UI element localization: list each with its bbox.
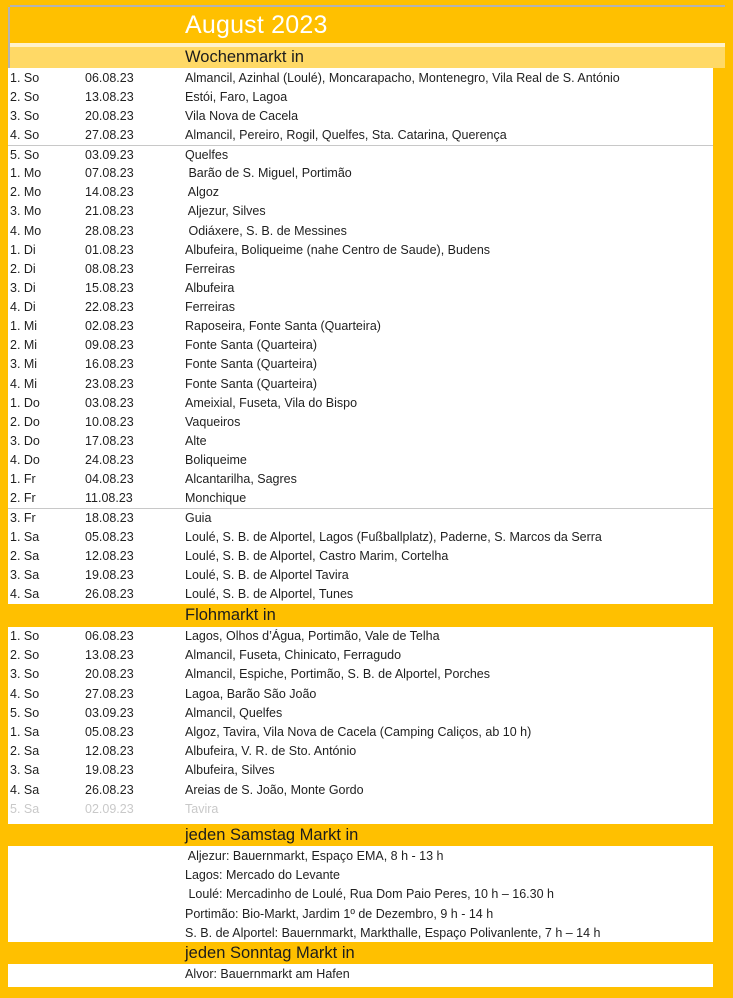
wochenmarkt-table (8, 68, 713, 604)
table-row (8, 546, 713, 565)
date-cell: 13.08.23 (85, 648, 134, 663)
table-row (8, 431, 713, 450)
day-cell: 3. Sa (10, 763, 40, 778)
date-cell: 26.08.23 (85, 782, 134, 797)
date-cell: 02.09.23 (85, 801, 134, 816)
day-cell: 1. Sa (10, 725, 40, 740)
day-cell: 4. Do (10, 453, 40, 468)
date-cell: 03.09.23 (85, 147, 134, 162)
locations-cell: Boliqueime (185, 453, 247, 468)
day-cell: 3. Fr (10, 510, 36, 525)
date-cell: 03.08.23 (85, 395, 134, 410)
locations-cell: Guia (185, 510, 212, 525)
day-cell: 4. Mo (10, 223, 42, 238)
table-row (8, 470, 713, 489)
table-row (8, 761, 713, 780)
date-cell: 27.08.23 (85, 686, 134, 701)
locations-cell: Portimão: Bio-Markt, Jardim 1º de Dezembro, 9 h - 14 h (185, 906, 494, 921)
table-row (8, 565, 713, 584)
day-cell: 3. Di (10, 280, 36, 295)
locations-cell: S. B. de Alportel: Bauernmarkt, Markthalle, Espaço Polivanlente, 7 h – 14 h (185, 925, 601, 940)
day-cell: 1. So (10, 70, 40, 85)
day-cell: 4. Mi (10, 376, 38, 391)
locations-cell: Monchique (185, 491, 247, 506)
date-cell: 15.08.23 (85, 280, 134, 295)
day-cell: 2. Mo (10, 185, 42, 200)
day-cell: 4. Di (10, 300, 36, 315)
locations-cell: Loulé: Mercadinho de Loulé, Rua Dom Paio Peres, 10 h – 16.30 h (185, 887, 554, 902)
locations-cell: Algoz (185, 185, 220, 200)
locations-cell: Lagos, Olhos d’Água, Portimão, Vale de Telha (185, 629, 440, 644)
locations-cell: Loulé, S. B. de Alportel Tavira (185, 567, 349, 582)
table-row (8, 703, 713, 722)
date-cell: 02.08.23 (85, 319, 134, 334)
locations-cell: Almancil, Azinhal (Loulé), Moncarapacho, Montenegro, Vila Real de S. António (185, 70, 620, 85)
date-cell: 10.08.23 (85, 414, 134, 429)
day-cell: 1. Mi (10, 319, 38, 334)
day-cell: 1. Sa (10, 529, 40, 544)
table-row (8, 885, 713, 904)
day-cell: 2. So (10, 89, 40, 104)
date-cell: 23.08.23 (85, 376, 134, 391)
date-cell: 22.08.23 (85, 300, 134, 315)
locations-cell: Aljezur, Silves (185, 204, 266, 219)
locations-cell: Loulé, S. B. de Alportel, Castro Marim, Cortelha (185, 548, 449, 563)
day-cell: 1. Fr (10, 472, 36, 487)
market-calendar-page (8, 5, 725, 987)
locations-cell: Quelfes (185, 147, 229, 162)
date-cell: 05.08.23 (85, 725, 134, 740)
table-row (8, 317, 713, 336)
date-cell: 08.08.23 (85, 261, 134, 276)
locations-cell: Raposeira, Fonte Santa (Quarteira) (185, 319, 381, 334)
table-row (8, 221, 713, 240)
date-cell: 04.08.23 (85, 472, 134, 487)
section-header-jeden-samstag (8, 824, 725, 846)
day-cell: 2. Fr (10, 491, 36, 506)
table-row (8, 846, 713, 865)
locations-cell: Ferreiras (185, 261, 236, 276)
day-cell: 4. Sa (10, 586, 40, 601)
table-row (8, 259, 713, 278)
locations-cell: Alvor: Bauernmarkt am Hafen (185, 966, 350, 981)
locations-cell: Fonte Santa (Quarteira) (185, 357, 318, 372)
table-row (8, 665, 713, 684)
locations-cell: Albufeira, V. R. de Sto. António (185, 744, 357, 759)
date-cell: 05.08.23 (85, 529, 134, 544)
locations-cell: Areias de S. João, Monte Gordo (185, 782, 364, 797)
locations-cell: Almancil, Espiche, Portimão, S. B. de Alportel, Porches (185, 667, 490, 682)
locations-cell: Odiáxere, S. B. de Messines (185, 223, 347, 238)
day-cell: 5. So (10, 147, 40, 162)
locations-cell: Almancil, Fuseta, Chinicato, Ferragudo (185, 648, 402, 663)
table-row (8, 964, 713, 983)
section-header-label: Wochenmarkt in (185, 48, 304, 66)
date-cell: 21.08.23 (85, 204, 134, 219)
table-row (8, 183, 713, 202)
section-header-label: Flohmarkt in (185, 605, 276, 624)
table-row (8, 68, 713, 87)
section-header-wochenmarkt (8, 47, 725, 68)
flohmarkt-table (8, 627, 713, 819)
locations-cell: Fonte Santa (Quarteira) (185, 338, 318, 353)
locations-cell: Albufeira (185, 280, 235, 295)
date-cell: 06.08.23 (85, 70, 134, 85)
table-row (8, 106, 713, 125)
locations-cell: Ferreiras (185, 300, 236, 315)
locations-cell: Vaqueiros (185, 414, 241, 429)
section-header-label: jeden Sonntag Markt in (185, 943, 355, 962)
day-cell: 1. Di (10, 242, 36, 257)
table-row (8, 584, 713, 603)
table-row (8, 451, 713, 470)
locations-cell: Loulé, S. B. de Alportel, Lagos (Fußballplatz), Paderne, S. Marcos da Serra (185, 529, 602, 544)
table-row (8, 125, 713, 144)
section-header-flohmarkt (8, 604, 725, 627)
day-cell: 4. Sa (10, 782, 40, 797)
table-row (8, 145, 713, 164)
locations-cell: Barão de S. Miguel, Portimão (185, 166, 352, 181)
day-cell: 2. Di (10, 261, 36, 276)
locations-cell: Almancil, Pereiro, Rogil, Quelfes, Sta. Catarina, Querença (185, 127, 507, 142)
date-cell: 18.08.23 (85, 510, 134, 525)
day-cell: 2. Sa (10, 744, 40, 759)
locations-cell: Albufeira, Silves (185, 763, 275, 778)
left-divider-line (8, 7, 10, 68)
table-row (8, 298, 713, 317)
date-cell: 20.08.23 (85, 108, 134, 123)
table-row (8, 684, 713, 703)
date-cell: 20.08.23 (85, 667, 134, 682)
table-row (8, 742, 713, 761)
day-cell: 2. Mi (10, 338, 38, 353)
table-row (8, 799, 713, 818)
table-row (8, 627, 713, 646)
page-title: August 2023 (185, 10, 328, 39)
day-cell: 4. So (10, 686, 40, 701)
date-cell: 16.08.23 (85, 357, 134, 372)
date-cell: 24.08.23 (85, 453, 134, 468)
locations-cell: Alcantarilha, Sagres (185, 472, 297, 487)
locations-cell: Almancil, Quelfes (185, 705, 283, 720)
table-row (8, 278, 713, 297)
locations-cell: Lagoa, Barão São João (185, 686, 317, 701)
day-cell: 1. Mo (10, 166, 42, 181)
date-cell: 28.08.23 (85, 223, 134, 238)
table-row (8, 489, 713, 508)
date-cell: 17.08.23 (85, 433, 134, 448)
table-row (8, 923, 713, 942)
locations-cell: Algoz, Tavira, Vila Nova de Cacela (Camping Caliços, ab 10 h) (185, 725, 532, 740)
table-row (8, 336, 713, 355)
day-cell: 2. So (10, 648, 40, 663)
date-cell: 06.08.23 (85, 629, 134, 644)
locations-cell: Aljezur: Bauernmarkt, Espaço EMA, 8 h - 13 h (185, 848, 444, 863)
section-header-label: jeden Samstag Markt in (185, 825, 359, 844)
date-cell: 27.08.23 (85, 127, 134, 142)
day-cell: 3. Do (10, 433, 40, 448)
date-cell: 09.08.23 (85, 338, 134, 353)
day-cell: 3. So (10, 667, 40, 682)
table-row (8, 240, 713, 259)
table-row (8, 164, 713, 183)
table-row (8, 374, 713, 393)
table-row (8, 866, 713, 885)
section-header-jeden-sonntag (8, 942, 725, 964)
date-cell: 12.08.23 (85, 744, 134, 759)
locations-cell: Vila Nova de Cacela (185, 108, 299, 123)
date-cell: 11.08.23 (85, 491, 133, 506)
day-cell: 3. Mi (10, 357, 38, 372)
date-cell: 12.08.23 (85, 548, 134, 563)
day-cell: 3. Sa (10, 567, 40, 582)
locations-cell: Estói, Faro, Lagoa (185, 89, 288, 104)
table-row (8, 722, 713, 741)
date-cell: 19.08.23 (85, 567, 134, 582)
locations-cell: Tavira (185, 801, 219, 816)
table-row (8, 780, 713, 799)
table-row (8, 355, 713, 374)
locations-cell: Lagos: Mercado do Levante (185, 868, 340, 883)
bottom-gap (8, 983, 713, 987)
page-title-band (8, 7, 725, 43)
date-cell: 13.08.23 (85, 89, 134, 104)
date-cell: 01.08.23 (85, 242, 134, 257)
table-row (8, 904, 713, 923)
jeden-samstag-table (8, 846, 713, 942)
table-row (8, 87, 713, 106)
day-cell: 3. Mo (10, 204, 42, 219)
table-row (8, 393, 713, 412)
locations-cell: Loulé, S. B. de Alportel, Tunes (185, 586, 354, 601)
day-cell: 1. So (10, 629, 40, 644)
day-cell: 5. So (10, 705, 40, 720)
date-cell: 26.08.23 (85, 586, 134, 601)
day-cell: 1. Do (10, 395, 40, 410)
table-row (8, 202, 713, 221)
locations-cell: Albufeira, Boliqueime (nahe Centro de Saude), Budens (185, 242, 491, 257)
day-cell: 5. Sa (10, 801, 40, 816)
day-cell: 2. Do (10, 414, 40, 429)
locations-cell: Fonte Santa (Quarteira) (185, 376, 318, 391)
jeden-sonntag-table (8, 964, 713, 983)
locations-cell: Alte (185, 433, 207, 448)
table-row (8, 508, 713, 527)
date-cell: 03.09.23 (85, 705, 134, 720)
day-cell: 4. So (10, 127, 40, 142)
day-cell: 2. Sa (10, 548, 40, 563)
table-row (8, 412, 713, 431)
locations-cell: Ameixial, Fuseta, Vila do Bispo (185, 395, 358, 410)
day-cell: 3. So (10, 108, 40, 123)
table-row (8, 527, 713, 546)
date-cell: 19.08.23 (85, 763, 134, 778)
date-cell: 14.08.23 (85, 185, 134, 200)
date-cell: 07.08.23 (85, 166, 134, 181)
table-row (8, 646, 713, 665)
